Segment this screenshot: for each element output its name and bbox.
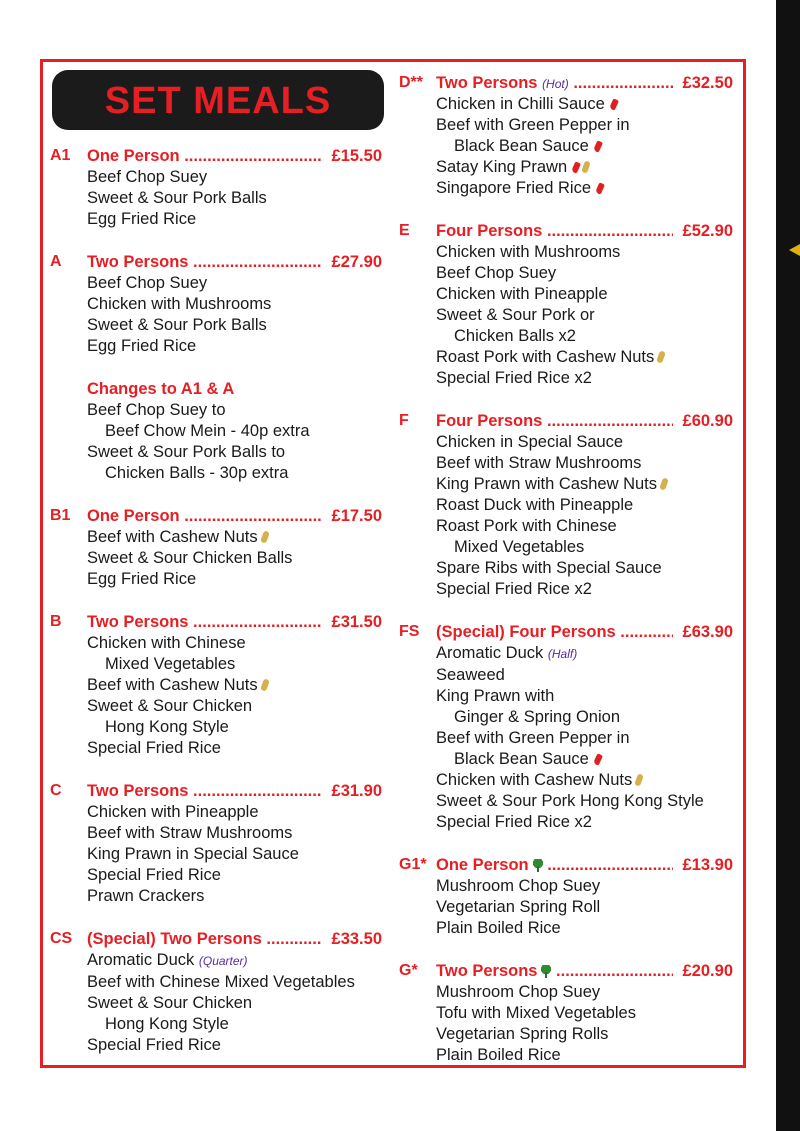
page-title: SET MEALS <box>104 80 332 122</box>
menu-item: Chicken with Mushrooms <box>436 243 621 261</box>
menu-item: Beef Chop Suey <box>436 264 557 282</box>
meal-code: D** <box>399 74 424 91</box>
menu-item: Beef Chop Suey to <box>87 401 226 419</box>
menu-item: Aromatic Duck (Quarter) <box>87 951 248 969</box>
menu-item: Sweet & Sour Chicken Balls <box>87 549 293 567</box>
meal-items <box>436 643 733 833</box>
meal-header <box>50 251 382 273</box>
menu-item: Mixed Vegetables <box>454 538 585 556</box>
menu-item: Egg Fried Rice <box>87 337 197 355</box>
chilli-icon <box>595 182 605 195</box>
menu-item: Black Bean Sauce <box>436 749 733 770</box>
set-meal <box>399 621 733 833</box>
meal-price: £15.50 <box>331 147 382 165</box>
menu-item: Beef with Cashew Nuts <box>87 675 382 696</box>
menu-item: Hong Kong Style <box>105 718 229 736</box>
menu-item: King Prawn in Special Sauce <box>87 845 299 863</box>
meal-code: G1* <box>399 856 427 873</box>
meal-header <box>50 505 382 527</box>
menu-item: Sweet & Sour Chicken <box>87 697 253 715</box>
set-meal <box>50 505 382 590</box>
menu-item: Roast Pork with Cashew Nuts <box>436 347 733 368</box>
menu-item: Beef Chop Suey <box>87 274 208 292</box>
meal-price: £27.90 <box>331 253 382 271</box>
meal-name: Two Persons ..... <box>87 251 322 273</box>
vegetarian-icon <box>541 965 551 977</box>
menu-item: Satay King Prawn <box>436 157 733 178</box>
meal-name: (Special) Four Persons ..... <box>436 621 673 643</box>
set-meal <box>399 72 733 199</box>
menu-item: Beef with Green Pepper in <box>436 116 630 134</box>
meal-code: A1 <box>50 147 71 164</box>
menu-item: Mushroom Chop Suey <box>436 983 601 1001</box>
set-meal <box>50 251 382 357</box>
menu-item: Beef Chow Mein - 40p extra <box>105 422 310 440</box>
meal-name: Two Persons ..... <box>87 611 322 633</box>
menu-item: Roast Pork with Chinese <box>436 517 617 535</box>
set-meal <box>399 960 733 1066</box>
menu-item: Roast Duck with Pineapple <box>436 496 634 514</box>
menu-item: Singapore Fried Rice <box>436 178 733 199</box>
menu-item: Plain Boiled Rice <box>436 1046 561 1064</box>
menu-item: Vegetarian Spring Rolls <box>436 1025 609 1043</box>
menu-item: Chicken in Special Sauce <box>436 433 624 451</box>
nut-icon <box>656 350 666 363</box>
title-banner <box>52 70 384 130</box>
menu-item: Special Fried Rice x2 <box>436 369 592 387</box>
set-meal <box>399 854 733 939</box>
meal-price: £31.90 <box>331 782 382 800</box>
menu-item: Special Fried Rice x2 <box>436 813 592 831</box>
menu-item: Special Fried Rice <box>87 1036 221 1054</box>
menu-item: Beef Chop Suey <box>87 168 208 186</box>
menu-item: Chicken with Pineapple <box>87 803 259 821</box>
meal-header <box>399 621 733 643</box>
menu-item: Seaweed <box>436 666 505 684</box>
menu-item: Hong Kong Style <box>105 1015 229 1033</box>
meal-items <box>436 876 733 939</box>
meal-code: A <box>50 253 62 270</box>
chilli-icon <box>593 753 603 766</box>
set-meal <box>50 145 382 230</box>
menu-item: Aromatic Duck (Half) <box>436 644 578 662</box>
menu-item: Beef with Chinese Mixed Vegetables <box>87 973 355 991</box>
meal-code: CS <box>50 930 73 947</box>
menu-item: Ginger & Spring Onion <box>454 708 621 726</box>
menu-item: Sweet & Sour Pork Balls <box>87 316 267 334</box>
item-note: (Quarter) <box>198 954 248 968</box>
menu-item: King Prawn with <box>436 687 555 705</box>
meal-price: £60.90 <box>682 412 733 430</box>
meal-name: (Special) Two Persons ..... <box>87 928 322 950</box>
meal-code: E <box>399 222 410 239</box>
meal-header <box>399 854 733 876</box>
meal-header <box>399 410 733 432</box>
set-meal <box>399 410 733 600</box>
meal-price: £13.90 <box>682 856 733 874</box>
right-column <box>399 72 733 1087</box>
menu-item: Chicken with Cashew Nuts <box>436 770 733 791</box>
meal-code: B1 <box>50 507 71 524</box>
menu-item: Sweet & Sour Pork Balls to <box>87 443 286 461</box>
changes-note <box>50 378 382 484</box>
meal-price: £17.50 <box>331 507 382 525</box>
menu-item: Chicken with Mushrooms <box>87 295 272 313</box>
menu-item: Special Fried Rice <box>87 739 221 757</box>
menu-item: Sweet & Sour Chicken <box>87 994 253 1012</box>
set-meal <box>50 780 382 907</box>
chilli-icon <box>571 161 581 174</box>
meal-items <box>436 94 733 199</box>
nut-icon <box>260 678 270 691</box>
item-note: (Half) <box>547 647 578 661</box>
menu-item: Egg Fried Rice <box>87 570 197 588</box>
menu-item: Spare Ribs with Special Sauce <box>436 559 662 577</box>
meal-items <box>87 633 382 759</box>
left-column <box>50 145 382 1077</box>
meal-name: Two Persons ..... <box>436 960 673 982</box>
chilli-icon <box>609 98 619 111</box>
menu-item: Special Fried Rice <box>87 866 221 884</box>
meal-items <box>436 432 733 600</box>
meal-items <box>87 400 382 484</box>
menu-item: Beef with Straw Mushrooms <box>87 824 293 842</box>
meal-name: One Person ..... <box>87 145 322 167</box>
meal-header <box>399 220 733 242</box>
meal-price: £20.90 <box>682 962 733 980</box>
meal-header <box>50 145 382 167</box>
meal-name: Four Persons ..... <box>436 220 673 242</box>
menu-item: Chicken in Chilli Sauce <box>436 94 733 115</box>
menu-item: Chicken with Chinese <box>87 634 246 652</box>
meal-items <box>436 982 733 1066</box>
menu-item: Prawn Crackers <box>87 887 205 905</box>
meal-items <box>87 273 382 357</box>
menu-item: Sweet & Sour Pork or <box>436 306 595 324</box>
vegetarian-icon <box>533 859 543 871</box>
meal-code: FS <box>399 623 420 640</box>
menu-item: Vegetarian Spring Roll <box>436 898 601 916</box>
menu-item: Beef with Cashew Nuts <box>87 527 382 548</box>
meal-name: One Person ..... <box>436 854 673 876</box>
menu-item: King Prawn with Cashew Nuts <box>436 474 733 495</box>
set-meal <box>50 928 382 1056</box>
nut-icon <box>260 530 270 543</box>
meal-header <box>50 780 382 802</box>
menu-item: Sweet & Sour Pork Hong Kong Style <box>436 792 704 810</box>
meal-price: £63.90 <box>682 623 733 641</box>
meal-code: G* <box>399 962 418 979</box>
meal-header <box>50 611 382 633</box>
meal-price: £52.90 <box>682 222 733 240</box>
menu-item: Beef with Green Pepper in <box>436 729 630 747</box>
meal-name: Two Persons (Hot) ..... <box>436 72 673 95</box>
meal-price: £33.50 <box>331 930 382 948</box>
meal-name: One Person ..... <box>87 505 322 527</box>
set-meal <box>50 611 382 759</box>
meal-header <box>50 928 382 950</box>
meal-price: £32.50 <box>682 74 733 92</box>
meal-items <box>87 527 382 590</box>
meal-code: F <box>399 412 409 429</box>
meal-items <box>87 167 382 230</box>
meal-code: C <box>50 782 62 799</box>
meal-note: (Hot) <box>542 77 569 91</box>
meal-code: B <box>50 613 62 630</box>
menu-item: Black Bean Sauce <box>436 136 733 157</box>
menu-item: Chicken Balls x2 <box>454 327 576 345</box>
chilli-icon <box>593 140 603 153</box>
meal-header <box>399 72 733 94</box>
menu-item: Egg Fried Rice <box>87 210 197 228</box>
menu-item: Plain Boiled Rice <box>436 919 561 937</box>
nut-icon <box>581 160 591 173</box>
nut-icon <box>659 477 669 490</box>
menu-item: Mushroom Chop Suey <box>436 877 601 895</box>
menu-item: Mixed Vegetables <box>105 655 236 673</box>
page-arrow-icon <box>789 244 800 256</box>
meal-price: £31.50 <box>331 613 382 631</box>
menu-item: Sweet & Sour Pork Balls <box>87 189 267 207</box>
meal-header <box>399 960 733 982</box>
meal-name: Two Persons ..... <box>87 780 322 802</box>
page-edge-strip <box>776 0 800 1131</box>
set-meal <box>399 220 733 389</box>
menu-item: Chicken Balls - 30p extra <box>105 464 289 482</box>
menu-item: Chicken with Pineapple <box>436 285 608 303</box>
menu-item: Beef with Straw Mushrooms <box>436 454 642 472</box>
meal-items <box>87 802 382 907</box>
menu-item: Tofu with Mixed Vegetables <box>436 1004 636 1022</box>
menu-item: Special Fried Rice x2 <box>436 580 592 598</box>
meal-name: Four Persons ..... <box>436 410 673 432</box>
nut-icon <box>634 773 644 786</box>
meal-items <box>87 950 382 1056</box>
changes-heading: Changes to A1 & A <box>87 380 235 398</box>
meal-items <box>436 242 733 389</box>
